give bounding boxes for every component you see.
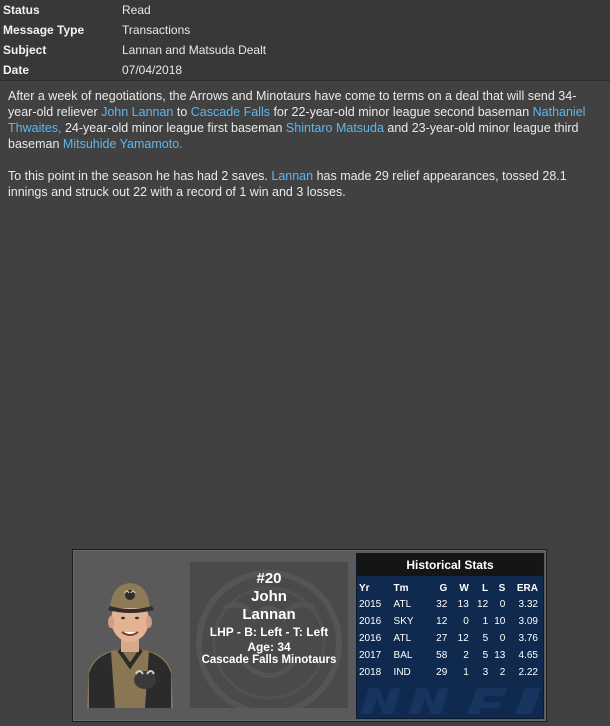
historical-stats-title: Historical Stats bbox=[357, 554, 543, 576]
stat-yr: 2017 bbox=[359, 650, 382, 661]
player-portrait[interactable] bbox=[81, 562, 179, 708]
player-team: Cascade Falls Minotaurs bbox=[201, 654, 337, 666]
stat-s: 13 bbox=[494, 650, 506, 661]
stat-s: 0 bbox=[499, 599, 506, 610]
stat-tm: BAL bbox=[393, 650, 413, 661]
text-segment: and 23-year-old minor league third baseman bbox=[8, 121, 579, 151]
col-header-l[interactable]: L bbox=[482, 582, 489, 594]
stat-w: 1 bbox=[463, 667, 469, 678]
stat-w: 2 bbox=[463, 650, 469, 661]
player-link-john-lannan[interactable]: John Lannan bbox=[101, 105, 174, 119]
stat-w: 13 bbox=[457, 599, 469, 610]
col-header-w[interactable]: W bbox=[459, 582, 469, 594]
stat-era: 3.76 bbox=[518, 633, 538, 644]
player-last-name: Lannan bbox=[242, 606, 296, 623]
stats-row bbox=[357, 630, 543, 647]
date-value: 07/04/2018 bbox=[122, 63, 183, 77]
player-info-panel bbox=[190, 562, 348, 708]
message-type-value: Transactions bbox=[122, 23, 191, 37]
stat-tm: ATL bbox=[393, 633, 412, 644]
stat-s: 2 bbox=[499, 667, 506, 678]
stat-w: 0 bbox=[463, 616, 469, 627]
stat-l: 1 bbox=[482, 616, 489, 627]
stats-row bbox=[357, 647, 543, 664]
stat-g: 29 bbox=[436, 667, 448, 678]
date-label: Date bbox=[3, 63, 30, 77]
stat-era: 2.22 bbox=[518, 667, 538, 678]
stat-era: 3.09 bbox=[518, 616, 538, 627]
stat-tm: SKY bbox=[393, 616, 414, 627]
col-header-g[interactable]: G bbox=[439, 582, 448, 594]
stat-g: 12 bbox=[436, 616, 448, 627]
stat-g: 32 bbox=[436, 599, 448, 610]
stat-yr: 2018 bbox=[359, 667, 382, 678]
stat-l: 3 bbox=[482, 667, 489, 678]
player-bio: LHP - B: Left - T: Left bbox=[209, 625, 329, 639]
historical-stats-panel bbox=[356, 553, 544, 719]
player-first-name: John bbox=[251, 588, 287, 605]
subject-row bbox=[0, 40, 610, 60]
player-number: #20 bbox=[256, 570, 282, 587]
text-segment: to bbox=[173, 105, 191, 119]
text-segment: After a week of negotiations, the Arrows and Minotaurs have come to terms on a deal that will send 34-year-old reliever bbox=[8, 89, 577, 119]
player-link-mitsuhide-yamamoto[interactable]: Mitsuhide Yamamoto. bbox=[62, 137, 183, 151]
subject-label: Subject bbox=[3, 43, 47, 57]
message-type-label: Message Type bbox=[3, 23, 85, 37]
player-link-lannan[interactable]: Lannan bbox=[271, 169, 314, 183]
stat-g: 27 bbox=[436, 633, 448, 644]
team-link-cascade-falls[interactable]: Cascade Falls bbox=[190, 105, 270, 119]
stat-s: 0 bbox=[499, 633, 506, 644]
text-segment: To this point in the season he has had 2 saves. bbox=[8, 169, 272, 183]
col-header-yr[interactable]: Yr bbox=[359, 582, 370, 594]
stat-era: 3.32 bbox=[518, 599, 538, 610]
stat-g: 58 bbox=[436, 650, 448, 661]
player-card bbox=[72, 549, 547, 722]
col-header-s[interactable]: S bbox=[498, 582, 506, 594]
article-paragraph-2 bbox=[8, 168, 598, 200]
message-header bbox=[0, 0, 610, 81]
stat-yr: 2015 bbox=[359, 599, 382, 610]
status-row bbox=[0, 0, 610, 20]
message-body bbox=[8, 88, 598, 216]
stats-row bbox=[357, 596, 543, 613]
player-link-nathaniel-thwaites[interactable]: Nathaniel Thwaites, bbox=[8, 105, 586, 135]
stat-yr: 2016 bbox=[359, 633, 382, 644]
stat-era: 4.65 bbox=[518, 650, 538, 661]
historical-stats-table bbox=[357, 580, 543, 681]
text-segment: has made 29 relief appearances, tossed 28.1 innings and struck out 22 with a record of 1 win and 3 losses. bbox=[8, 169, 567, 199]
stats-row bbox=[357, 613, 543, 630]
stat-tm: IND bbox=[393, 667, 411, 678]
text-segment: for 22-year-old minor league second baseman bbox=[269, 105, 533, 119]
col-header-tm[interactable]: Tm bbox=[393, 582, 409, 594]
stat-tm: ATL bbox=[393, 599, 412, 610]
stat-w: 12 bbox=[457, 633, 469, 644]
text-segment: 24-year-old minor league first baseman bbox=[61, 121, 286, 135]
stat-yr: 2016 bbox=[359, 616, 382, 627]
player-age: Age: 34 bbox=[247, 640, 291, 654]
stat-l: 5 bbox=[482, 633, 489, 644]
date-row bbox=[0, 60, 610, 80]
status-value: Read bbox=[122, 3, 151, 17]
player-link-shintaro-matsuda[interactable]: Shintaro Matsuda bbox=[285, 121, 384, 135]
stat-l: 12 bbox=[477, 599, 489, 610]
stat-s: 10 bbox=[494, 616, 506, 627]
stats-row bbox=[357, 664, 543, 681]
stat-l: 5 bbox=[482, 650, 489, 661]
status-label: Status bbox=[3, 3, 40, 17]
message-type-row bbox=[0, 20, 610, 40]
col-header-era[interactable]: ERA bbox=[516, 582, 538, 594]
article-paragraph-1 bbox=[8, 88, 598, 152]
subject-value: Lannan and Matsuda Dealt bbox=[122, 43, 267, 57]
stats-header-row bbox=[357, 580, 543, 596]
